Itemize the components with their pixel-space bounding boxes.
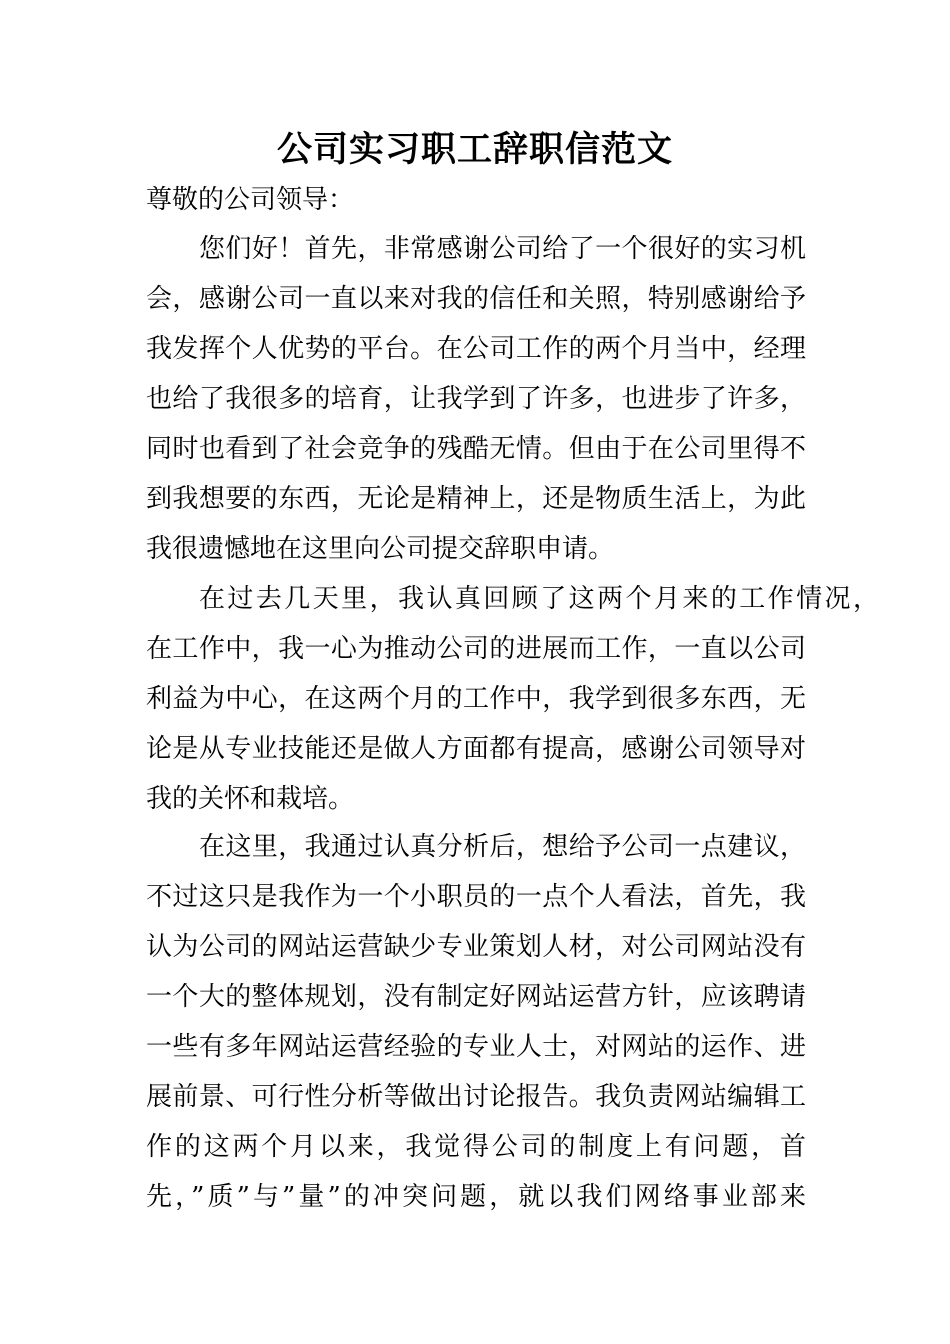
- body-line: 作的这两个月以来，我觉得公司的制度上有问题，首: [146, 1132, 806, 1162]
- body-line: 您们好！首先，非常感谢公司给了一个很好的实习机: [199, 234, 806, 264]
- body-line: 在工作中，我一心为推动公司的进展而工作，一直以公司: [146, 634, 806, 664]
- body-line: 展前景、可行性分析等做出讨论报告。我负责网站编辑工: [146, 1082, 806, 1112]
- salutation: 尊敬的公司领导：: [146, 185, 355, 215]
- body-line: 一些有多年网站运营经验的专业人士，对网站的运作、进: [146, 1032, 806, 1062]
- body-line: 在这里，我通过认真分析后，想给予公司一点建议，: [199, 832, 806, 862]
- body-line: 我的关怀和栽培。: [146, 784, 355, 814]
- body-line: 会，感谢公司一直以来对我的信任和关照，特别感谢给予: [146, 284, 806, 314]
- body-line: 同时也看到了社会竞争的残酷无情。但由于在公司里得不: [146, 434, 806, 464]
- body-line: 我发挥个人优势的平台。在公司工作的两个月当中，经理: [146, 334, 806, 364]
- body-line: 也给了我很多的培育，让我学到了许多，也进步了许多，: [146, 384, 806, 414]
- body-line: 到我想要的东西，无论是精神上，还是物质生活上，为此: [146, 484, 806, 514]
- body-line: 论是从专业技能还是做人方面都有提高，感谢公司领导对: [146, 734, 806, 764]
- body-line: 先，”质”与”量”的冲突问题，就以我们网络事业部来: [146, 1182, 806, 1212]
- body-line: 我很遗憾地在这里向公司提交辞职申请。: [146, 534, 615, 564]
- body-line: 利益为中心，在这两个月的工作中，我学到很多东西，无: [146, 684, 806, 714]
- body-line: 认为公司的网站运营缺少专业策划人材，对公司网站没有: [146, 932, 806, 962]
- document-title: 公司实习职工辞职信范文: [276, 130, 673, 170]
- body-line: 不过这只是我作为一个小职员的一点个人看法，首先，我: [146, 882, 806, 912]
- body-line: 一个大的整体规划，没有制定好网站运营方针，应该聘请: [146, 982, 806, 1012]
- body-line: 在过去几天里，我认真回顾了这两个月来的工作情况，: [199, 584, 879, 614]
